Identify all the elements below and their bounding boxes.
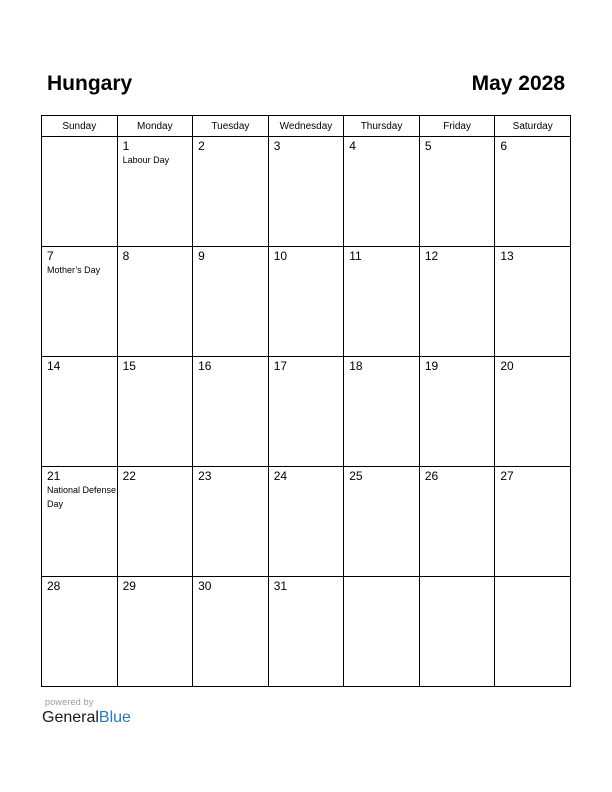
country-title: Hungary [47, 72, 133, 95]
day-number: 29 [122, 579, 136, 593]
holiday-label: National Defense Day [47, 485, 117, 509]
weekday-header: Tuesday [193, 116, 269, 137]
day-cell [495, 137, 571, 247]
week-row [42, 357, 571, 467]
day-number: 20 [500, 359, 514, 373]
day-number: 22 [122, 469, 136, 483]
day-number [344, 577, 419, 579]
day-cell [42, 247, 118, 357]
day-number: 5 [424, 139, 432, 153]
day-number: 11 [349, 249, 362, 263]
day-cell [344, 137, 420, 247]
day-number: 14 [47, 359, 61, 373]
day-number: 18 [349, 359, 363, 373]
day-number: 28 [47, 579, 61, 593]
footer [42, 697, 131, 728]
week-row [42, 247, 571, 357]
generalblue-logo [42, 708, 131, 728]
month-year-title: May 2028 [471, 72, 565, 95]
weekday-header: Thursday [344, 116, 420, 137]
day-number: 24 [273, 469, 288, 483]
day-cell [193, 577, 269, 687]
day-number: 2 [198, 139, 205, 153]
day-number: 15 [122, 359, 136, 373]
day-number: 26 [424, 469, 439, 483]
day-cell [193, 467, 269, 577]
day-cell [419, 137, 495, 247]
day-cell [344, 467, 420, 577]
day-cell [268, 137, 344, 247]
powered-by-text: powered by [45, 697, 94, 707]
day-number [420, 577, 495, 579]
day-number [495, 577, 570, 579]
day-cell [117, 247, 193, 357]
day-cell [495, 577, 571, 687]
day-cell [42, 577, 118, 687]
day-cell [495, 357, 571, 467]
day-number: 9 [198, 249, 205, 263]
day-number: 10 [273, 249, 288, 263]
day-cell [268, 357, 344, 467]
day-cell [117, 577, 193, 687]
day-cell [42, 357, 118, 467]
day-cell [344, 357, 420, 467]
day-number: 1 [122, 139, 130, 153]
week-row [42, 577, 571, 687]
day-cell [268, 247, 344, 357]
day-cell [495, 247, 571, 357]
day-cell [42, 137, 118, 247]
day-cell [117, 467, 193, 577]
day-number: 25 [349, 469, 363, 483]
day-cell [193, 247, 269, 357]
day-cell [419, 357, 495, 467]
brand-general: General [42, 709, 99, 726]
day-cell [193, 137, 269, 247]
weekday-header: Saturday [495, 116, 571, 137]
day-cell [495, 467, 571, 577]
day-number: 6 [500, 139, 508, 153]
day-number: 13 [500, 249, 514, 263]
day-number: 8 [122, 249, 130, 263]
day-cell [268, 577, 344, 687]
holiday-label: Labour Day [122, 155, 170, 165]
day-number: 7 [47, 249, 54, 263]
day-cell [117, 137, 193, 247]
day-cell [268, 467, 344, 577]
day-number: 3 [273, 139, 281, 153]
calendar-grid [41, 115, 571, 687]
day-number: 30 [198, 579, 212, 593]
weekday-header: Wednesday [268, 116, 344, 137]
day-number: 31 [273, 579, 288, 593]
day-cell [344, 247, 420, 357]
day-number: 12 [424, 249, 439, 263]
day-cell [419, 247, 495, 357]
day-cell [42, 467, 118, 577]
brand-blue: Blue [98, 709, 131, 726]
day-cell [193, 357, 269, 467]
day-cell [419, 577, 495, 687]
day-number: 23 [198, 469, 212, 483]
holiday-label: Mother’s Day [47, 265, 101, 275]
day-number [42, 137, 117, 139]
day-number: 19 [424, 359, 439, 373]
day-number: 16 [198, 359, 212, 373]
day-cell [117, 357, 193, 467]
day-number: 17 [273, 359, 288, 373]
day-cell [419, 467, 495, 577]
week-row [42, 137, 571, 247]
weekday-header: Monday [117, 116, 193, 137]
weekday-header: Sunday [42, 116, 118, 137]
day-number: 27 [500, 469, 514, 483]
day-number: 4 [349, 139, 356, 153]
weekday-header: Friday [419, 116, 495, 137]
day-cell [344, 577, 420, 687]
weekday-header-row [42, 116, 571, 137]
week-row [42, 467, 571, 577]
day-number: 21 [47, 469, 61, 483]
